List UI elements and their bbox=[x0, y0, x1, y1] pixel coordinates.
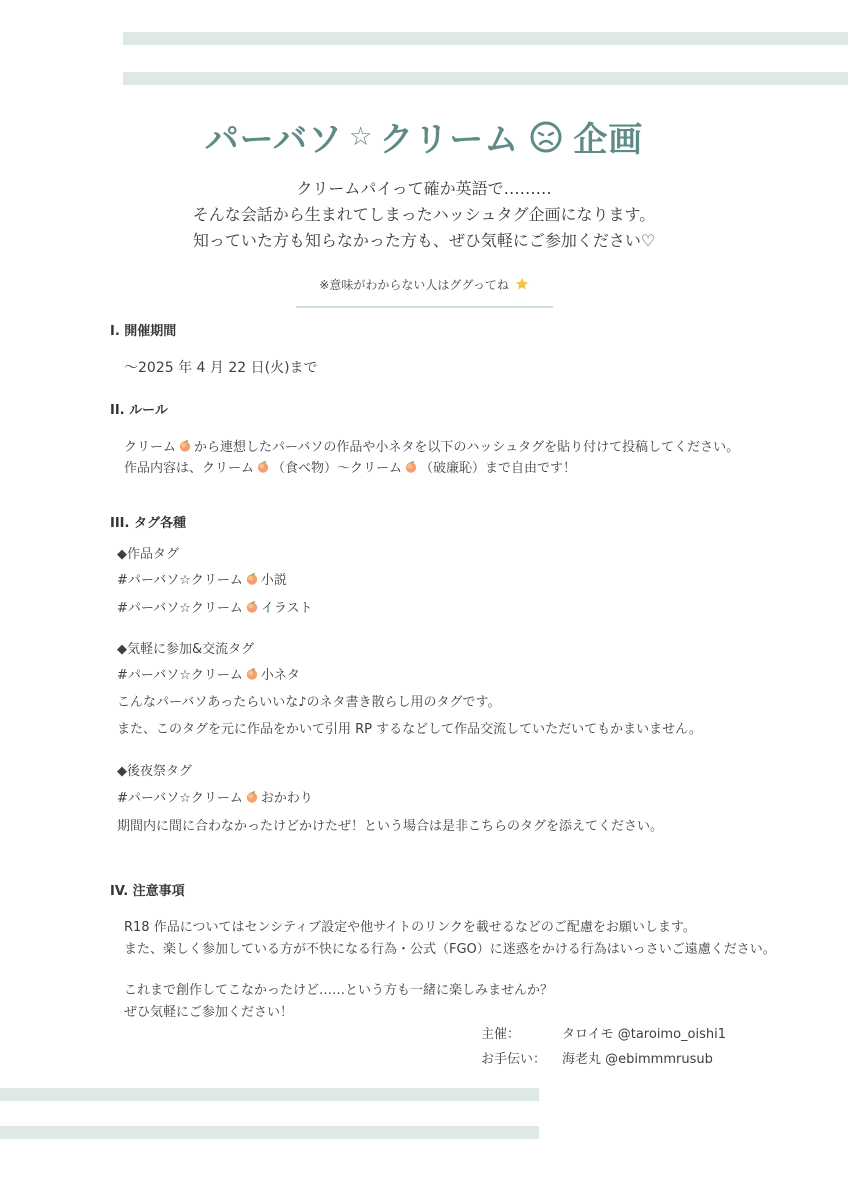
work-tag-2: #パーバソ☆クリーム イラスト bbox=[117, 601, 313, 616]
title-part2: クリーム bbox=[379, 120, 520, 160]
peach-icon bbox=[179, 440, 191, 452]
bottom-stripe-2 bbox=[0, 1126, 539, 1139]
period-text: ～2025 年 4 月 22 日(火)まで bbox=[124, 360, 318, 376]
divider bbox=[296, 306, 553, 308]
title-star: ☆ bbox=[349, 121, 374, 152]
notes-line-3: これまで創作してこなかったけど……という方も一緒に楽しみませんか？ bbox=[124, 983, 554, 998]
notes-line-2: また、楽しく参加している方が不快になる行為・公式（FGO）に迷惑をかける行為はいっさいご遠慮ください。 bbox=[124, 942, 776, 957]
casual-desc-1: こんなパーバソあったらいいな♪のネタ書き散らし用のタグです。 bbox=[117, 695, 501, 710]
section-notes-heading: IV. 注意事項 bbox=[110, 884, 185, 899]
peach-icon bbox=[246, 601, 258, 613]
note-text: ※意味がわからない人はググってね bbox=[0, 276, 848, 293]
work-tag-title: ◆作品タグ bbox=[117, 547, 179, 562]
section-period-heading: I. 開催期間 bbox=[110, 324, 177, 339]
page-title bbox=[0, 112, 848, 161]
intro-line-1: クリームパイって確か英語で……… bbox=[296, 179, 552, 198]
casual-desc-2: また、このタグを元に作品をかいて引用 RP するなどして作品交流していただいてもかまいません。 bbox=[117, 722, 702, 737]
work-tag-1: #パーバソ☆クリーム 小説 bbox=[117, 573, 287, 588]
peach-icon bbox=[405, 461, 417, 473]
casual-tag-title: ◆気軽に参加&交流タグ bbox=[117, 642, 255, 657]
intro-line-3: 知っていた方も知らなかった方も、ぜひ気軽にご参加ください♡ bbox=[192, 231, 656, 250]
peach-icon bbox=[257, 461, 269, 473]
bottom-stripe-1 bbox=[0, 1088, 539, 1101]
peach-icon bbox=[246, 791, 258, 803]
peach-icon bbox=[246, 573, 258, 585]
intro-text bbox=[0, 176, 848, 254]
top-stripe-2 bbox=[123, 72, 848, 85]
notes-line-4: ぜひ気軽にご参加ください！ bbox=[124, 1005, 294, 1020]
top-stripe-1 bbox=[123, 32, 848, 45]
frown-face-icon bbox=[529, 120, 563, 154]
notes-line-1: R18 作品についてはセンシティブ設定や他サイトのリンクを載せるなどのご配慮をお願いします。 bbox=[124, 920, 696, 935]
peach-icon bbox=[246, 668, 258, 680]
section-rules-heading: II. ルール bbox=[110, 403, 168, 418]
host-label: 主催： bbox=[481, 1027, 521, 1042]
title-part1: パーバソ bbox=[204, 120, 343, 160]
host-value: タロイモ @taroimo_oishi1 bbox=[562, 1027, 727, 1042]
helper-label: お手伝い： bbox=[481, 1052, 547, 1067]
intro-line-2: そんな会話から生まれてしまったハッシュタグ企画になります。 bbox=[192, 205, 656, 224]
helper-value: 海老丸 @ebimmmrusub bbox=[562, 1052, 713, 1067]
after-tag-title: ◆後夜祭タグ bbox=[117, 764, 192, 779]
title-part3: 企画 bbox=[573, 120, 644, 160]
rules-line-1: クリーム から連想したパーバソの作品や小ネタを以下のハッシュタグを貼り付けて投稿してください。 bbox=[124, 440, 740, 455]
after-desc: 期間内に間に合わなかったけどかけたぜ！という場合は是非こちらのタグを添えてください。 bbox=[117, 819, 664, 834]
after-tag: #パーバソ☆クリーム おかわり bbox=[117, 791, 313, 806]
rules-line-2: 作品内容は、クリーム （食べ物）～クリーム （破廉恥）まで自由です！ bbox=[124, 461, 577, 476]
star-icon bbox=[515, 277, 529, 291]
casual-tag: #パーバソ☆クリーム 小ネタ bbox=[117, 668, 300, 683]
section-tags-heading: III. タグ各種 bbox=[110, 516, 186, 531]
